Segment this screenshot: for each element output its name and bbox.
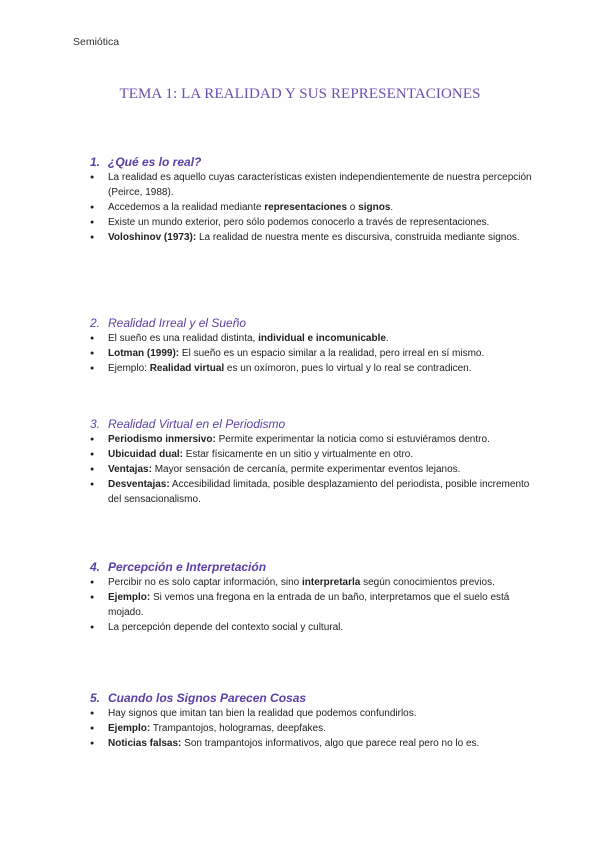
bullet-list	[90, 170, 540, 245]
bold-text: Voloshinov (1973):	[108, 232, 197, 243]
list-item	[90, 706, 540, 721]
list-item	[90, 736, 540, 751]
bold-text: individual e incomunicable	[258, 333, 386, 344]
section-1	[90, 154, 540, 245]
list-item	[90, 462, 540, 477]
bold-text: Ejemplo:	[108, 723, 151, 734]
list-item	[90, 721, 540, 736]
document-header: Semiótica	[73, 36, 120, 48]
section-5	[90, 690, 540, 751]
list-item	[90, 447, 540, 462]
text-run: Accesibilidad limitada, posible desplazamiento del periodista, posible incremento del sensacionalismo.	[108, 479, 530, 505]
section-heading	[90, 416, 540, 432]
text-run: Estar físicamente en un sitio y virtualmente en otro.	[183, 449, 414, 460]
document-title: TEMA 1: LA REALIDAD Y SUS REPRESENTACIONES	[119, 86, 481, 102]
text-run: Ejemplo:	[108, 363, 150, 374]
section-3	[90, 416, 540, 507]
bullet-list	[90, 432, 540, 507]
section-heading	[90, 315, 540, 331]
text-run: Accedemos a la realidad mediante	[108, 202, 265, 213]
text-run: Permite experimentar la noticia como si estuviéramos dentro.	[215, 434, 490, 445]
section-heading	[90, 154, 540, 170]
bold-text: Ventajas:	[108, 464, 152, 475]
bullet-list	[90, 575, 540, 635]
text-run: Hay signos que imitan tan bien la realidad que podemos confundirlos.	[108, 708, 417, 719]
list-item	[90, 200, 540, 215]
text-run: es un oxímoron, pues lo virtual y lo real se contradicen.	[224, 363, 472, 374]
list-item	[90, 215, 540, 230]
text-run: Trampantojos, hologramas, deepfakes.	[150, 723, 326, 734]
section-heading	[90, 690, 540, 706]
section-4	[90, 559, 540, 635]
section-title: Realidad Virtual en el Periodismo	[108, 417, 286, 431]
text-run: .	[385, 333, 389, 344]
text-run: Existe un mundo exterior, pero sólo podemos conocerlo a través de representaciones.	[108, 217, 490, 228]
bold-text: interpretarla	[301, 577, 361, 588]
text-run: La percepción depende del contexto social y cultural.	[108, 622, 344, 633]
bullet-list	[90, 331, 540, 376]
text-run: La realidad es aquello cuyas características existen independientemente de nuestra percepción (Peirce, 1988).	[108, 172, 532, 198]
list-item	[90, 575, 540, 590]
section-title: Percepción e Interpretación	[108, 560, 267, 574]
text-run: .	[390, 202, 394, 213]
text-run: El sueño es un espacio similar a la realidad, pero irreal en sí mismo.	[179, 348, 485, 359]
bold-text: Periodismo inmersivo:	[108, 434, 216, 445]
text-run: o	[347, 202, 359, 213]
section-2	[90, 315, 540, 376]
section-title: Realidad Irreal y el Sueño	[108, 316, 247, 330]
section-title: Cuando los Signos Parecen Cosas	[108, 691, 307, 705]
text-run: Percibir no es solo captar información, sino	[108, 577, 302, 588]
section-number: 3.	[90, 417, 101, 431]
text-run: Si vemos una fregona en la entrada de un baño, interpretamos que el suelo está mojado.	[108, 592, 510, 618]
list-item	[90, 477, 540, 507]
list-item	[90, 346, 540, 361]
bold-text: Ejemplo:	[108, 592, 151, 603]
section-title: ¿Qué es lo real?	[108, 155, 202, 169]
text-run: La realidad de nuestra mente es discursiva, construida mediante signos.	[196, 232, 520, 243]
bold-text: representaciones	[264, 202, 348, 213]
section-number: 2.	[90, 316, 101, 330]
section-number: 1.	[90, 155, 101, 169]
text-run: Mayor sensación de cercanía, permite experimentar eventos lejanos.	[151, 464, 461, 475]
bold-text: Desventajas:	[108, 479, 170, 490]
list-item	[90, 331, 540, 346]
bold-text: signos	[358, 202, 391, 213]
text-run: según conocimientos previos.	[360, 577, 495, 588]
bold-text: Realidad virtual	[149, 363, 225, 374]
list-item	[90, 170, 540, 200]
list-item	[90, 620, 540, 635]
bold-text: Ubicuidad dual:	[108, 449, 183, 460]
list-item	[90, 361, 540, 376]
text-run: El sueño es una realidad distinta,	[108, 333, 259, 344]
section-number: 5.	[90, 691, 101, 705]
bullet-list	[90, 706, 540, 751]
bold-text: Lotman (1999):	[108, 348, 180, 359]
section-heading	[90, 559, 540, 575]
text-run: Son trampantojos informativos, algo que parece real pero no lo es.	[181, 738, 480, 749]
bold-text: Noticias falsas:	[108, 738, 182, 749]
list-item	[90, 432, 540, 447]
section-number: 4.	[90, 560, 101, 574]
list-item	[90, 590, 540, 620]
list-item	[90, 230, 540, 245]
